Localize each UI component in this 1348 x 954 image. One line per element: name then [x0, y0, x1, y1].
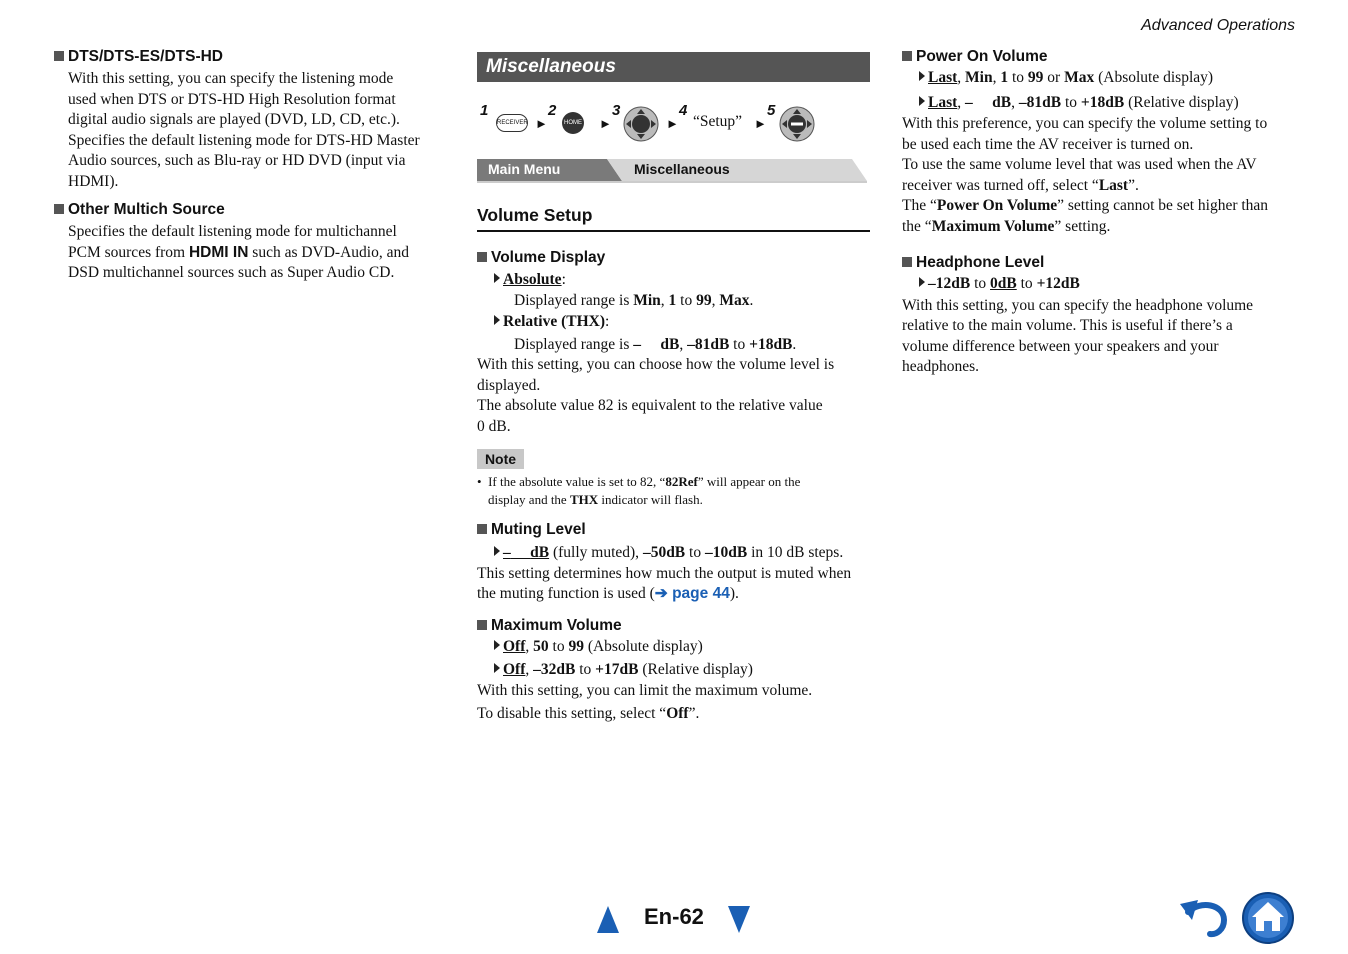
multich-description: Specifies the default listening mode for multichannel PCM sources from HDMI IN such as DVD-Audio, and DSD multichannel sources such as Super Audio CD. [68, 223, 409, 281]
previous-page-icon[interactable] [596, 906, 620, 934]
section-title: Volume Setup [477, 205, 870, 232]
maximum-volume-heading: Maximum Volume [477, 617, 872, 635]
home-button-icon: HOME [562, 112, 584, 134]
headphone-options: –12dB to 0dB to +12dB [919, 274, 1302, 295]
multich-heading: Other Multich Source [54, 201, 454, 219]
headphone-level-section [902, 254, 1302, 378]
navigation-dpad-icon [623, 106, 659, 142]
back-arrow-icon[interactable] [1180, 896, 1230, 940]
relative-option: Relative (THX): [494, 312, 872, 333]
maxvol-option-relative: Off, –32dB to +17dB (Relative display) [494, 660, 872, 681]
enter-dpad-icon [779, 106, 815, 142]
headphone-description: With this setting, you can specify the headphone volume relative to the main volume. This is useful if there’s a volume difference between your speakers and your headphones. [902, 296, 1254, 375]
left-column [54, 48, 454, 284]
muting-level-heading: Muting Level [477, 521, 872, 539]
breadcrumb-main-menu: Main Menu [488, 161, 561, 177]
note-text: • If the absolute value is set to 82, “82Ref” will appear on the display and the THX indicator will flash. [477, 474, 801, 507]
muting-description: This setting determines how much the output is muted when the muting function is used (➔ page 44). [477, 564, 852, 602]
power-description: With this preference, you can specify the volume setting to be used each time the AV receiver is turned on. To use the same volume level that was used when the AV receiver was turned off, select “Last”. The “Power On Volume” setting cannot be set higher than the “Maximum Volume” setting. [902, 115, 1269, 235]
page-number: En-62 [644, 904, 704, 929]
power-on-volume-heading: Power On Volume [902, 48, 1302, 66]
dts-heading: DTS/DTS-ES/DTS-HD [54, 48, 454, 66]
absolute-range: Displayed range is Min, 1 to 99, Max. [514, 291, 754, 309]
relative-range: Displayed range is – dB, –81dB to +18dB. [514, 335, 797, 353]
volume-display-heading: Volume Display [477, 249, 872, 267]
misc-banner: Miscellaneous [477, 52, 870, 82]
page-44-link[interactable]: ➔ page 44 [654, 585, 730, 602]
receiver-button-icon: RECEIVER [496, 114, 528, 132]
maxvol-description: With this setting, you can limit the maximum volume. To disable this setting, select “Off”. [477, 682, 813, 722]
volume-display-description: With this setting, you can choose how the volume level is displayed. The absolute value 82 is equivalent to the relative value 0 dB. [477, 356, 835, 435]
maxvol-option-absolute: Off, 50 to 99 (Absolute display) [494, 637, 872, 658]
power-option-relative: Last, – dB, –81dB to +18dB (Relative display) [919, 93, 1302, 114]
breadcrumb-current: Miscellaneous [634, 161, 730, 177]
breadcrumb [477, 159, 869, 183]
step-sequence: 1 RECEIVER ► 2 HOME ► 3 ► 4 “Setup” ► 5 [480, 100, 860, 144]
maximum-volume-section [477, 617, 872, 724]
dts-description: With this setting, you can specify the listening mode used when DTS or DTS-HD High Resolution format digital audio signals are played (DVD, LD, CD, etc.). Specifies the default listening mode for DTS-HD Master Audio sources, such as Blu-ray or HD DVD (input via HDMI). [68, 70, 420, 190]
home-icon[interactable] [1241, 891, 1295, 945]
power-option-absolute: Last, Min, 1 to 99 or Max (Absolute display) [919, 68, 1302, 89]
volume-display-section [477, 249, 872, 437]
section-header: Advanced Operations [1141, 17, 1295, 34]
headphone-level-heading: Headphone Level [902, 254, 1302, 272]
absolute-option: Absolute: [494, 270, 872, 291]
setup-label: “Setup” [693, 113, 743, 130]
muting-level-section [477, 521, 872, 605]
next-page-icon[interactable] [727, 906, 751, 934]
power-on-volume-section [902, 48, 1302, 237]
muting-options: – dB (fully muted), –50dB to –10dB in 10 dB steps. [494, 543, 872, 564]
note-label: Note [477, 449, 524, 469]
